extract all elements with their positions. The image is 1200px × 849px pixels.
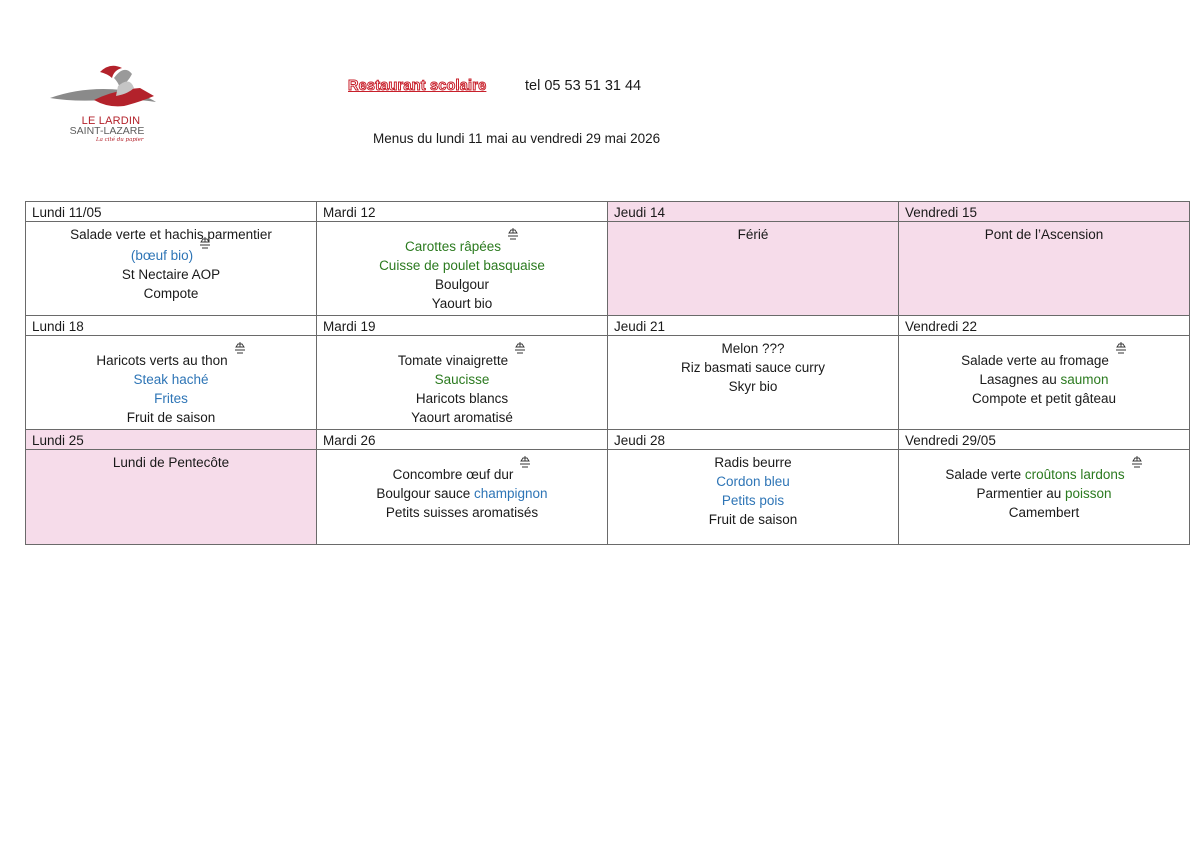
menu-item (903, 484, 1185, 503)
menu-table (25, 201, 1190, 545)
menu-item (30, 351, 312, 370)
day-header: Vendredi 15 (899, 202, 1190, 222)
day-menu (317, 336, 608, 430)
menu-item (30, 246, 312, 265)
day-menu (899, 450, 1190, 545)
menu-item-text: Tomate vinaigrette (397, 353, 509, 368)
week-3-header-row (26, 430, 1190, 450)
day-menu (317, 222, 608, 316)
menu-item: Salade verte et hachis parmentier (70, 227, 272, 242)
menu-item-text: Salade verte (945, 467, 1025, 482)
menu-item: Cuisse de poulet basquaise (379, 258, 545, 273)
day-menu (317, 450, 608, 545)
week-3-menu-row (26, 450, 1190, 545)
menu-item-text: Parmentier au (976, 486, 1065, 501)
menu-item (903, 370, 1185, 389)
menu-item: Compote (143, 286, 199, 301)
menu-item-highlight: champignon (474, 486, 548, 501)
menu-item: Skyr bio (728, 379, 778, 394)
menu-item: Cordon bleu (716, 474, 790, 489)
holiday-label: Férié (737, 227, 769, 242)
logo-name: LE LARDIN (81, 115, 141, 127)
menu-item-highlight: poisson (1065, 486, 1112, 501)
restaurant-title: Restaurant scolaire (348, 78, 487, 94)
day-header: Mardi 12 (317, 202, 608, 222)
menu-item-highlight: croûtons lardons (1024, 467, 1125, 482)
fish-icon (1115, 341, 1127, 355)
week-2-menu-row (26, 336, 1190, 430)
week-2-header-row (26, 316, 1190, 336)
menu-item: St Nectaire AOP (121, 267, 221, 282)
fish-icon (234, 341, 246, 355)
menu-item: Fruit de saison (708, 512, 798, 527)
menu-item: Fruit de saison (126, 410, 216, 425)
menu-item: Riz basmati sauce curry (680, 360, 826, 375)
menu-item: Saucisse (434, 372, 490, 387)
menu-item-text: Salade verte au fromage (961, 353, 1109, 368)
menu-item: Steak haché (133, 372, 209, 387)
menu-item (321, 351, 603, 370)
menu-item: Radis beurre (714, 455, 792, 470)
fish-icon (514, 341, 526, 355)
menu-item-text: Haricots verts au thon (96, 353, 228, 368)
week-1-menu-row (26, 222, 1190, 316)
day-menu (608, 222, 899, 316)
menu-item-text: Boulgour sauce (376, 486, 474, 501)
day-header: Mardi 26 (317, 430, 608, 450)
menu-item: Camembert (1008, 505, 1080, 520)
menu-item: Haricots blancs (415, 391, 509, 406)
fish-icon (199, 236, 211, 250)
menu-period-title: Menus du lundi 11 mai au vendredi 29 mai 2026 (373, 131, 661, 146)
logo-slogan: La cité du papier (96, 137, 144, 143)
menu-item-text: Carottes râpées (404, 239, 502, 254)
day-header: Vendredi 29/05 (899, 430, 1190, 450)
day-menu (899, 336, 1190, 430)
day-header: Mardi 19 (317, 316, 608, 336)
fish-icon (1131, 455, 1143, 469)
day-header: Jeudi 28 (608, 430, 899, 450)
day-menu (899, 222, 1190, 316)
day-header: Jeudi 21 (608, 316, 899, 336)
day-header: Vendredi 22 (899, 316, 1190, 336)
day-header: Lundi 25 (26, 430, 317, 450)
menu-item: Boulgour (434, 277, 490, 292)
day-header: Jeudi 14 (608, 202, 899, 222)
menu-item-text: Lasagnes au (979, 372, 1061, 387)
holiday-label: Pont de l’Ascension (984, 227, 1104, 242)
menu-item (903, 465, 1185, 484)
menu-item (321, 237, 603, 256)
menu-item (903, 351, 1185, 370)
menu-item: Petits suisses aromatisés (385, 505, 539, 520)
menu-item: Yaourt bio (431, 296, 493, 311)
menu-item-highlight: saumon (1060, 372, 1109, 387)
day-menu (26, 222, 317, 316)
menu-item (321, 484, 603, 503)
logo-subname: SAINT-LAZARE (69, 125, 145, 137)
day-menu (608, 450, 899, 545)
fish-icon (507, 227, 519, 241)
menu-item-text: (bœuf bio) (130, 248, 194, 263)
day-menu (608, 336, 899, 430)
day-header: Lundi 18 (26, 316, 317, 336)
menu-item: Frites (154, 391, 188, 406)
menu-item: Petits pois (721, 493, 785, 508)
menu-item: Melon ??? (721, 341, 785, 356)
menu-item: Compote et petit gâteau (971, 391, 1117, 406)
week-1-header-row (26, 202, 1190, 222)
menu-item-text: Concombre œuf dur (392, 467, 514, 482)
day-menu (26, 336, 317, 430)
menu-item: Yaourt aromatisé (411, 410, 513, 425)
phone-number: tel 05 53 51 31 44 (525, 78, 642, 94)
day-header: Lundi 11/05 (26, 202, 317, 222)
holiday-label: Lundi de Pentecôte (112, 455, 230, 470)
logo (44, 58, 174, 150)
menu-item (321, 465, 603, 484)
fish-icon (519, 455, 531, 469)
day-menu (26, 450, 317, 545)
